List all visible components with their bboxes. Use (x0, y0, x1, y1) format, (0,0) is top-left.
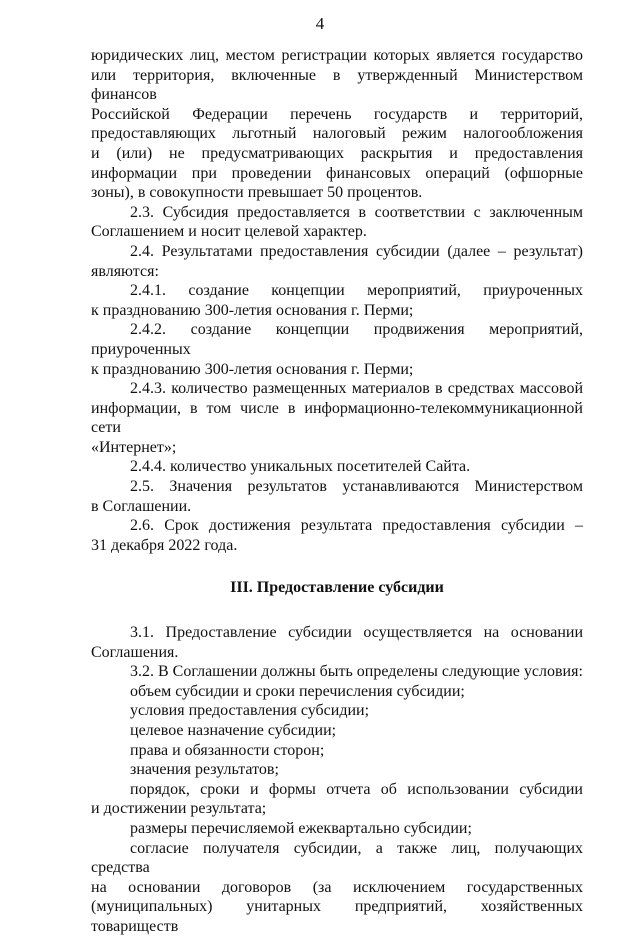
paragraph-2-4: 2.4. Результатами предоставления субсидии (далее – результат) (130, 242, 583, 260)
condition-item: размеры перечисляемой ежеквартально субсидии; (130, 819, 472, 837)
condition-item: порядок, сроки и формы отчета об использовании субсидии (130, 780, 583, 798)
paragraph-2-6: 2.6. Срок достижения результата предоставления субсидии – (130, 517, 583, 535)
paragraph-2-3: 2.3. Субсидия предоставляется в соответствии с заключенным (130, 203, 583, 221)
text-line: предоставляющих льготный налоговый режим налогообложения (91, 125, 583, 143)
text-line: являются: (91, 262, 159, 280)
text-line: «Интернет»; (91, 438, 177, 456)
paragraph-2-4-1: 2.4.1. создание концепции мероприятий, приуроченных (130, 282, 583, 300)
text-line: информации, в том числе в информационно-телекоммуникационной сети (91, 399, 583, 437)
text-line: Соглашением и носит целевой характер. (91, 223, 367, 241)
text-line: и достижении результата; (91, 800, 267, 818)
paragraph-2-5: 2.5. Значения результатов устанавливаются Министерством (130, 478, 583, 496)
text-line: Российской Федерации перечень государств и территорий, (91, 105, 583, 123)
condition-item: условия предоставления субсидии; (130, 702, 370, 720)
condition-item: целевое назначение субсидии; (130, 722, 337, 739)
text-line: 31 декабря 2022 года. (91, 536, 238, 554)
paragraph-3-1: 3.1. Предоставление субсидии осуществляется на основании (130, 624, 583, 642)
condition-item: права и обязанности сторон; (130, 741, 325, 759)
text-line: на основании договоров (за исключением государственных (91, 878, 583, 896)
condition-item: значения результатов; (130, 761, 279, 779)
paragraph-2-4-4: 2.4.4. количество уникальных посетителей Сайта. (130, 458, 471, 476)
text-line: или территория, включенные в утвержденный Министерством финансов (91, 66, 583, 104)
text-line: юридических лиц, местом регистрации которых является государство (91, 47, 583, 64)
text-line: и (или) не предусматривающих раскрытия и предоставления (91, 144, 583, 162)
condition-item: согласие получателя субсидии, а также лиц, получающих средства (91, 839, 583, 877)
condition-item: объем субсидии и сроки перечисления субсидии; (130, 682, 465, 700)
text-line: информации при проведении финансовых операций (офшорные (91, 164, 583, 182)
text-line: к празднованию 300-летия основания г. Перми; (91, 360, 414, 378)
document-body (91, 46, 583, 937)
text-line: Соглашения. (91, 643, 179, 661)
text-line: (муниципальных) унитарных предприятий, хозяйственных товариществ (91, 898, 583, 935)
paragraph-2-4-2: 2.4.2. создание концепции продвижения мероприятий, приуроченных (91, 321, 583, 358)
paragraph-2-4-3: 2.4.3. количество размещенных материалов в средствах массовой (130, 380, 583, 398)
section-heading: III. Предоставление субсидии (230, 579, 444, 597)
text-line: зоны), в совокупности превышает 50 процентов. (91, 184, 423, 202)
text-line: в Соглашении. (91, 497, 192, 515)
paragraph-3-2: 3.2. В Соглашении должны быть определены следующие условия: (130, 663, 583, 681)
page-number: 4 (315, 14, 325, 33)
text-line: к празднованию 300-летия основания г. Перми; (91, 301, 414, 319)
